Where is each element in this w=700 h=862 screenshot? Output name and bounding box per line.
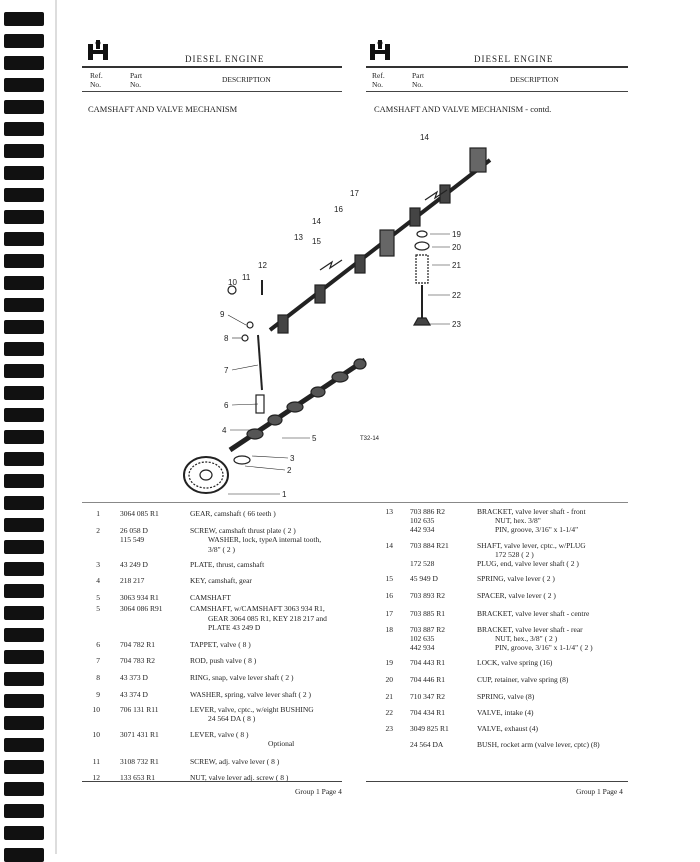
callout-23: 23 — [452, 320, 461, 329]
callout-21: 21 — [452, 261, 461, 270]
binding-ring — [4, 254, 44, 268]
part-description: SPRING, valve (8) — [477, 691, 535, 701]
binding-ring — [4, 166, 44, 180]
callout-4: 4 — [222, 426, 227, 435]
part-number: 24 564 DA — [410, 740, 444, 750]
part-number: 102 635 — [410, 634, 435, 643]
header-title-left: DIESEL ENGINE — [185, 54, 265, 64]
ref-number: 17 — [385, 608, 393, 618]
binding-ring — [4, 56, 44, 70]
ref-number: 22 — [385, 708, 393, 717]
ref-number: 12 — [92, 772, 100, 782]
part-number: 704 443 R1 — [410, 658, 446, 668]
ref-number: 10 — [92, 704, 100, 714]
part-description: PLATE 43 249 D — [208, 622, 261, 632]
ih-logo-icon — [370, 40, 390, 60]
part-description: NUT, hex. 3/8" — [495, 516, 541, 526]
part-description: SCREW, adj. valve lever ( 8 ) — [190, 756, 280, 766]
part-description: VALVE, exhaust (4) — [477, 724, 539, 734]
binding-ring — [4, 364, 44, 378]
part-number: 45 949 D — [410, 574, 438, 584]
part-number: 3064 085 R1 — [120, 509, 159, 518]
part-number: 43 373 D — [120, 673, 148, 683]
ref-number: 15 — [385, 574, 393, 584]
ref-number: 2 — [96, 526, 100, 536]
binding-ring — [4, 738, 44, 752]
binding-ring — [4, 826, 44, 840]
part-description: BRACKET, valve lever shaft - centre — [477, 608, 590, 618]
binding-ring — [4, 210, 44, 224]
ref-number: 5 — [96, 593, 100, 603]
binding-ring — [4, 232, 44, 246]
ref-number: 9 — [96, 689, 100, 699]
part-description: KEY, camshaft, gear — [190, 576, 252, 585]
part-description: GEAR, camshaft ( 66 teeth ) — [190, 509, 276, 518]
list-rule — [82, 502, 628, 503]
part-number: 218 217 — [120, 576, 145, 585]
header-rule-right — [366, 66, 628, 68]
part-description: LEVER, valve ( 8 ) — [190, 730, 249, 740]
ref-number: 8 — [96, 673, 100, 683]
binding-ring — [4, 628, 44, 642]
ref-number: 1 — [96, 509, 100, 518]
binding-ring — [4, 540, 44, 554]
section-title-left: CAMSHAFT AND VALVE MECHANISM — [88, 104, 238, 114]
binding-ring — [4, 298, 44, 312]
exploded-diagram — [170, 120, 500, 510]
callout-12: 12 — [258, 261, 267, 270]
callout-20: 20 — [452, 243, 461, 252]
callout-13: 13 — [294, 233, 303, 242]
part-number: 3049 825 R1 — [410, 724, 449, 734]
ref-number: 5 — [96, 604, 100, 614]
callout-14a: 14 — [312, 217, 321, 226]
binding-ring — [4, 78, 44, 92]
binding-ring — [4, 430, 44, 444]
part-description: WASHER, spring, valve lever shaft ( 2 ) — [190, 689, 312, 699]
figure-code: T32-14 — [360, 436, 380, 442]
ref-number: 16 — [385, 591, 393, 601]
callout-14b: 14 — [420, 133, 429, 142]
callout-3: 3 — [290, 454, 295, 463]
part-description: ROD, push valve ( 8 ) — [190, 656, 257, 666]
binding-ring — [4, 122, 44, 136]
binding-ring — [4, 144, 44, 158]
binding-ring — [4, 760, 44, 774]
binding-ring — [4, 518, 44, 532]
callout-5: 5 — [312, 434, 317, 443]
callout-11: 11 — [242, 273, 251, 282]
part-number: 704 434 R1 — [410, 708, 446, 717]
part-number: 3108 732 R1 — [120, 756, 159, 766]
footer-rule-left — [82, 781, 342, 782]
part-number: 706 131 R11 — [120, 704, 159, 714]
binding-ring — [4, 584, 44, 598]
binding-ring — [4, 34, 44, 48]
ref-number: 10 — [92, 730, 100, 740]
part-description: 3/8" ( 2 ) — [208, 544, 236, 554]
part-number: 26 058 D — [120, 526, 148, 536]
page-edge — [55, 0, 57, 854]
part-description: GEAR 3064 085 R1, KEY 218 217 and — [208, 613, 327, 623]
part-description: CUP, retainer, valve spring (8) — [477, 674, 569, 684]
part-description: CAMSHAFT — [190, 593, 231, 603]
ref-number: 14 — [385, 540, 393, 550]
col-ref-right: Ref. No. — [372, 71, 385, 89]
ref-number: 6 — [96, 640, 100, 649]
part-number: 703 893 R2 — [410, 591, 446, 601]
part-description: PLUG, end, valve lever shaft ( 2 ) — [477, 559, 579, 568]
section-title-right: CAMSHAFT AND VALVE MECHANISM - contd. — [374, 104, 552, 114]
part-number: 43 374 D — [120, 689, 148, 699]
part-number: 43 249 D — [120, 559, 148, 569]
part-number: 3064 086 R91 — [120, 604, 163, 614]
part-number: 710 347 R2 — [410, 691, 446, 701]
binding-ring — [4, 496, 44, 510]
binding-ring — [4, 188, 44, 202]
binding-ring — [4, 320, 44, 334]
binding-ring — [4, 782, 44, 796]
part-number: 102 635 — [410, 516, 435, 526]
part-number: 442 934 — [410, 643, 435, 653]
callout-8: 8 — [224, 334, 229, 343]
ref-number: 7 — [96, 656, 100, 666]
col-part-right: Part No. — [412, 71, 425, 89]
part-number: 703 887 R2 — [410, 624, 446, 634]
binding-ring — [4, 606, 44, 620]
binding-ring — [4, 716, 44, 730]
part-description: CAMSHAFT, w/CAMSHAFT 3063 934 R1, — [190, 604, 325, 614]
footer-page-right: Group 1 Page 4 — [576, 787, 623, 796]
part-description: BRACKET, valve lever shaft - front — [477, 507, 586, 516]
callout-10: 10 — [228, 278, 237, 287]
binding-ring — [4, 848, 44, 862]
binding-ring — [4, 342, 44, 356]
ref-number: 21 — [385, 691, 393, 701]
part-description: SPRING, valve lever ( 2 ) — [477, 574, 555, 584]
part-description: SHAFT, valve lever, cptc., w/PLUG — [477, 540, 586, 550]
ih-logo-icon — [88, 40, 108, 60]
callout-7: 7 — [224, 366, 229, 375]
binding-ring — [4, 694, 44, 708]
ref-number: 13 — [385, 507, 393, 516]
part-description: PIN, groove, 3/16" x 1-1/4" ( 2 ) — [495, 643, 593, 653]
part-description: SPACER, valve lever ( 2 ) — [477, 591, 556, 601]
part-description: 24 564 DA ( 8 ) — [208, 714, 256, 723]
callout-1: 1 — [282, 490, 287, 499]
part-description: LEVER, valve, cptc., w/eight BUSHING — [190, 704, 314, 714]
col-desc-left: DESCRIPTION — [222, 75, 271, 84]
binding-ring — [4, 672, 44, 686]
col-ref-left: Ref. No. — [90, 71, 103, 89]
part-number: 3063 934 R1 — [120, 593, 159, 603]
part-number: 704 446 R1 — [410, 674, 446, 684]
part-description: Optional — [268, 739, 295, 749]
part-description: NUT, valve lever adj. screw ( 8 ) — [190, 772, 289, 782]
part-description: SCREW, camshaft thrust plate ( 2 ) — [190, 526, 296, 536]
part-description: BRACKET, valve lever shaft - rear — [477, 624, 583, 634]
part-number: 115 549 — [120, 535, 145, 545]
part-number: 3071 431 R1 — [120, 730, 159, 740]
col-part-left: Part No. — [130, 71, 143, 89]
binding-ring — [4, 408, 44, 422]
callout-19: 19 — [452, 230, 461, 239]
part-number: 133 653 R1 — [120, 772, 156, 782]
ref-number: 3 — [96, 559, 100, 569]
header-rule-right-2 — [366, 91, 628, 92]
header-title-right: DIESEL ENGINE — [474, 54, 554, 64]
ref-number: 11 — [92, 756, 100, 766]
part-number: 703 884 R21 — [410, 540, 449, 550]
callout-17: 17 — [350, 189, 359, 198]
binding-ring — [4, 276, 44, 290]
ref-number: 4 — [96, 576, 100, 585]
footer-page-left: Group 1 Page 4 — [295, 787, 342, 796]
part-number: 703 886 R2 — [410, 507, 446, 516]
ref-number: 18 — [385, 624, 393, 634]
col-desc-right: DESCRIPTION — [510, 75, 559, 84]
header-rule-left-2 — [82, 91, 342, 92]
ref-number: 19 — [385, 658, 393, 668]
part-number: 442 934 — [410, 525, 435, 535]
binding-ring — [4, 474, 44, 488]
part-description: NUT, hex., 3/8" ( 2 ) — [495, 634, 558, 643]
binding-ring — [4, 804, 44, 818]
ref-number: 23 — [385, 724, 393, 734]
part-number: 172 528 — [410, 559, 435, 568]
binding-ring — [4, 452, 44, 466]
part-description: RING, snap, valve lever shaft ( 2 ) — [190, 673, 294, 683]
binding-ring — [4, 650, 44, 664]
callout-6: 6 — [224, 401, 229, 410]
binding-ring — [4, 12, 44, 26]
callout-22: 22 — [452, 291, 461, 300]
binding-ring — [4, 100, 44, 114]
part-description: TAPPET, valve ( 8 ) — [190, 640, 251, 649]
part-description: WASHER, lock, typeA internal tooth, — [208, 535, 322, 545]
callout-9: 9 — [220, 310, 225, 319]
header-rule-left — [82, 66, 342, 68]
footer-rule-right — [366, 781, 628, 782]
binding-ring — [4, 562, 44, 576]
part-description: LOCK, valve spring (16) — [477, 658, 553, 668]
spiral-binding — [0, 0, 58, 854]
callout-15: 15 — [312, 237, 321, 246]
ref-number: 20 — [385, 674, 393, 684]
part-description: 172 528 ( 2 ) — [495, 549, 534, 559]
binding-ring — [4, 386, 44, 400]
part-description: BUSH, rocket arm (valve lever, cptc) (8) — [477, 740, 600, 750]
part-number: 704 783 R2 — [120, 656, 156, 666]
part-description: PLATE, thrust, camshaft — [190, 559, 265, 569]
callout-16: 16 — [334, 205, 343, 214]
callout-2: 2 — [287, 466, 292, 475]
part-description: PIN, groove, 3/16" x 1-1/4" — [495, 525, 579, 535]
part-number: 704 782 R1 — [120, 640, 156, 649]
part-number: 703 885 R1 — [410, 608, 446, 618]
part-description: VALVE, intake (4) — [477, 708, 534, 717]
